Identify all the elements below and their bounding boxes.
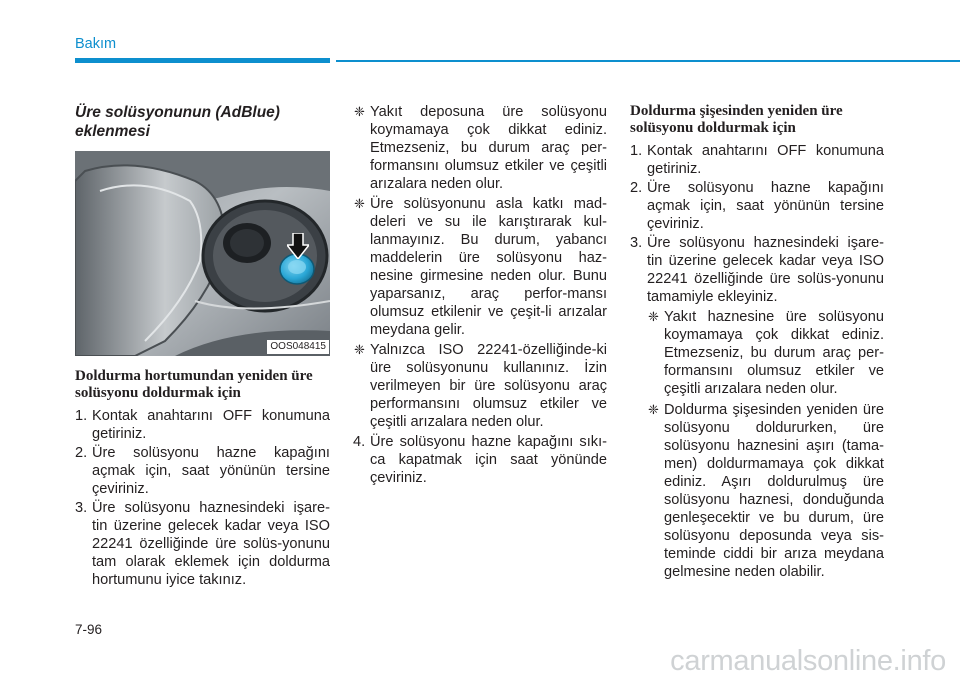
list-item: 4. Üre solüsyonu hazne kapağını sıkı-ca kapatmak için saat yönünde çeviriniz.: [353, 434, 607, 486]
note-icon: ❈: [354, 104, 365, 119]
list-item: 1. Kontak anahtarını OFF konumuna getiriniz.: [75, 408, 330, 442]
note-item: ❈ Üre solüsyonunu asla katkı mad-deleri ve su ile karıştırarak kul-lanmayınız. Bu durum, yabancı maddelerin üre solüsyonu haz-nesine girmesine neden olur. Bunu yaparsanız, araç perfor-mansı olumsuz etkilenir ve çeşit-li arızalar meydana gelir.: [354, 196, 607, 338]
notes-list: [647, 308, 884, 581]
list-item: 2. Üre solüsyonu hazne kapağını açmak için, saat yönünün tersine çeviriniz.: [75, 445, 330, 497]
section-title: Bakım: [75, 36, 117, 52]
note-icon: ❈: [648, 309, 659, 324]
header-rule-thick: [75, 58, 330, 63]
image-code-label: OOS048415: [267, 340, 329, 354]
note-icon: ❈: [354, 196, 365, 211]
note-item: ❈ Yakıt deposuna üre solüsyonu koymamaya çok dikkat ediniz. Etmezseniz, bu durum araç per-formansını olumsuz etkiler ve çeşitli arızalara neden olur.: [354, 104, 607, 192]
steps-list: [75, 407, 330, 589]
column-right: [630, 103, 884, 584]
fuel-door-photo: [75, 151, 330, 356]
subsection-heading: Doldurma hortumundan yeniden üre solüsyonu doldurmak için: [75, 368, 313, 401]
column-middle: [353, 103, 607, 487]
steps-list: [630, 142, 884, 306]
note-item: ❈ Yakıt haznesine üre solüsyonu koymamaya çok dikkat ediniz. Etmezseniz, bu durum araç per-formansını olumsuz etkiler ve çeşitli arızalara neden olur.: [648, 309, 884, 397]
down-arrow-icon: [287, 233, 309, 259]
notes-list: [353, 103, 607, 431]
note-icon: ❈: [648, 402, 659, 417]
list-item: 2. Üre solüsyonu hazne kapağını açmak için, saat yönünün tersine çeviriniz.: [630, 180, 884, 232]
list-item: 3. Üre solüsyonu haznesindeki işare-tin üzerine gelecek kadar veya ISO 22241 özelliğinde üre solüs-yonunu tamamiyle ekleyiniz.: [630, 235, 884, 305]
subsection-heading: Doldurma şişesinden yeniden üre solüsyonu doldurmak için: [630, 103, 843, 136]
note-item: ❈ Doldurma şişesinden yeniden üre solüsyonu doldururken, üre solüsyonu haznesini aşırı (tama-men) doldurmamaya çok dikkat ediniz. Aşırı doldurulmuş üre solüsyonu haznesi, donduğunda genleşecektir ve bu durum, üre solüsyonu deposunda veya sis-teminde ciddi bir arıza meydana gelmesine neden olabilir.: [648, 402, 884, 580]
list-item: 1. Kontak anahtarını OFF konumuna getiriniz.: [630, 143, 884, 177]
note-item: ❈ Yalnızca ISO 22241-özelliğinde-ki üre solüsyonunu kullanınız. İzin verilmeyen bir üre solüsyonu araç performansını olumsuz etkiler ve çeşitli arızalara neden olur.: [354, 342, 607, 430]
page-number: 7-96: [75, 622, 103, 637]
steps-list: [353, 433, 607, 487]
column-left: [75, 103, 330, 590]
watermark: carmanualsonline.info: [670, 645, 946, 677]
header-rule-thin: [336, 60, 960, 62]
note-icon: ❈: [354, 342, 365, 357]
list-item: 3. Üre solüsyonu haznesindeki işare-tin üzerine gelecek kadar veya ISO 22241 özelliğinde üre solüs-yonunu tam olarak eklemek için doldurma hortumunu iyice takınız.: [75, 500, 330, 588]
section-heading: Üre solüsyonunun (AdBlue) eklenmesi: [75, 104, 280, 140]
